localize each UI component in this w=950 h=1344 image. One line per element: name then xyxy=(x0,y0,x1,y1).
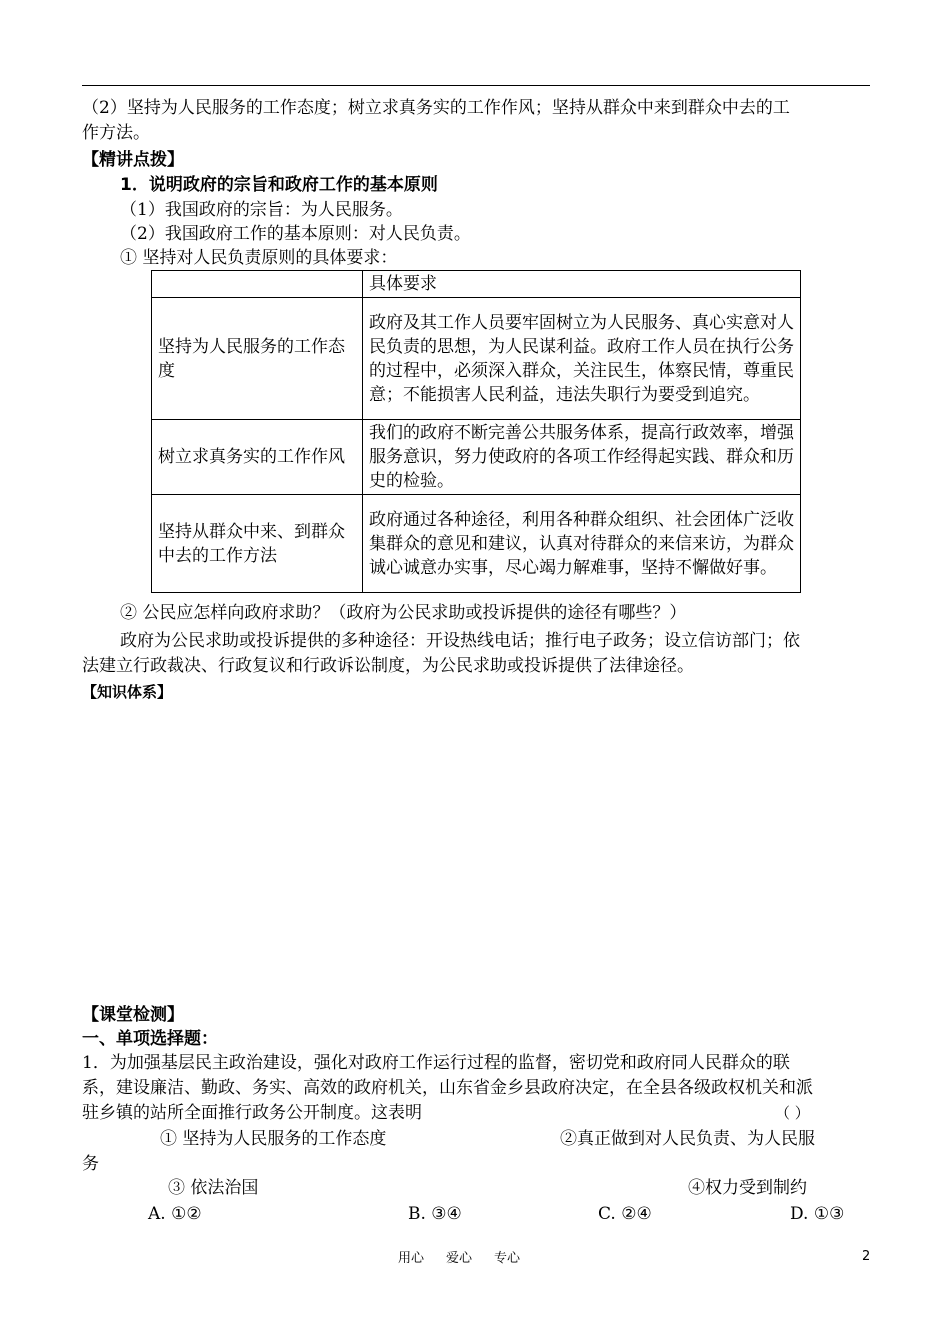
answer-blank: （ ） xyxy=(775,1104,810,1122)
requirements-table xyxy=(151,270,801,593)
footer-motto-3: 专心 xyxy=(494,1251,521,1266)
table-row-label: 坚持为人民服务的工作态度 xyxy=(152,298,363,420)
option-1: ① 坚持为人民服务的工作态度 xyxy=(160,1129,387,1149)
question-1-line-3: 驻乡镇的站所全面推行政务公开制度。这表明 xyxy=(82,1103,422,1123)
table-row-text: 政府及其工作人员要牢固树立为人民服务、真心实意对人民负责的思想，为人民谋利益。政府工作人员在执行公务的过程中，必须深入群众，关注民生，体察民情，尊重民意；不能损害人民利益，违法失职行为要受到追究。 xyxy=(363,298,801,420)
choice-a: A. ①② xyxy=(148,1204,202,1224)
paragraph-principle: （2）我国政府工作的基本原则：对人民负责。 xyxy=(120,224,471,244)
section-heading-knowledge: 【知识体系】 xyxy=(82,683,173,701)
paragraph-requirements-intro: ① 坚持对人民负责原则的具体要求： xyxy=(120,248,398,268)
question-1-line-2: 系，建设廉洁、勤政、务实、高效的政府机关，山东省金乡县政府决定，在全县各级政权机关和派 xyxy=(82,1078,813,1098)
option-3: ③ 依法治国 xyxy=(168,1178,259,1198)
table-header-row xyxy=(152,271,801,298)
choice-c: C. ②④ xyxy=(598,1204,652,1224)
table-row-label: 树立求真务实的工作作风 xyxy=(152,420,363,495)
paragraph-purpose: （1）我国政府的宗旨：为人民服务。 xyxy=(120,200,403,220)
intro-line-1: （2）坚持为人民服务的工作态度；树立求真务实的工作作风；坚持从群众中来到群众中去的工 xyxy=(82,98,790,118)
footer-motto-2: 爱心 xyxy=(446,1251,473,1266)
table-header-cell: 具体要求 xyxy=(363,271,801,298)
section-heading-jingjiang: 【精讲点拨】 xyxy=(82,150,184,170)
section-heading-test: 【课堂检测】 xyxy=(82,1005,184,1025)
table-row-label: 坚持从群众中来、到群众中去的工作方法 xyxy=(152,495,363,593)
section-single-choice: 一、单项选择题： xyxy=(82,1029,218,1049)
choice-d: D. ①③ xyxy=(790,1204,845,1224)
table-row-text: 我们的政府不断完善公共服务体系，提高行政效率，增强服务意识，努力使政府的各项工作经得起实践、群众和历史的检验。 xyxy=(363,420,801,495)
table-header-cell xyxy=(152,271,363,298)
answer-line-1: 政府为公民求助或投诉提供的多种途径：开设热线电话；推行电子政务；设立信访部门；依 xyxy=(120,631,800,651)
choice-b: B. ③④ xyxy=(408,1204,462,1224)
subheading-government-purpose: 1．说明政府的宗旨和政府工作的基本原则 xyxy=(120,175,438,195)
footer-motto-1: 用心 xyxy=(398,1251,425,1266)
question-1-line-1: 1．为加强基层民主政治建设，强化对政府工作运行过程的监督，密切党和政府同人民群众的联 xyxy=(82,1053,790,1073)
question-citizen-help: ② 公民应怎样向政府求助？（政府为公民求助或投诉提供的途径有哪些？） xyxy=(120,603,687,623)
option-2-continued: 务 xyxy=(82,1154,99,1174)
table-row xyxy=(152,420,801,495)
option-2: ②真正做到对人民负责、为人民服 xyxy=(560,1129,815,1149)
table-row xyxy=(152,495,801,593)
page-number: 2 xyxy=(862,1249,871,1264)
table-row-text: 政府通过各种途径，利用各种群众组织、社会团体广泛收集群众的意见和建议，认真对待群众的来信来访，为群众诚心诚意办实事，尽心竭力解难事，坚持不懈做好事。 xyxy=(363,495,801,593)
header-rule xyxy=(82,85,870,86)
answer-line-2: 法建立行政裁决、行政复议和行政诉讼制度，为公民求助或投诉提供了法律途径。 xyxy=(82,656,694,676)
option-4: ④权力受到制约 xyxy=(688,1178,807,1198)
table-row xyxy=(152,298,801,420)
intro-line-2: 作方法。 xyxy=(82,123,150,143)
